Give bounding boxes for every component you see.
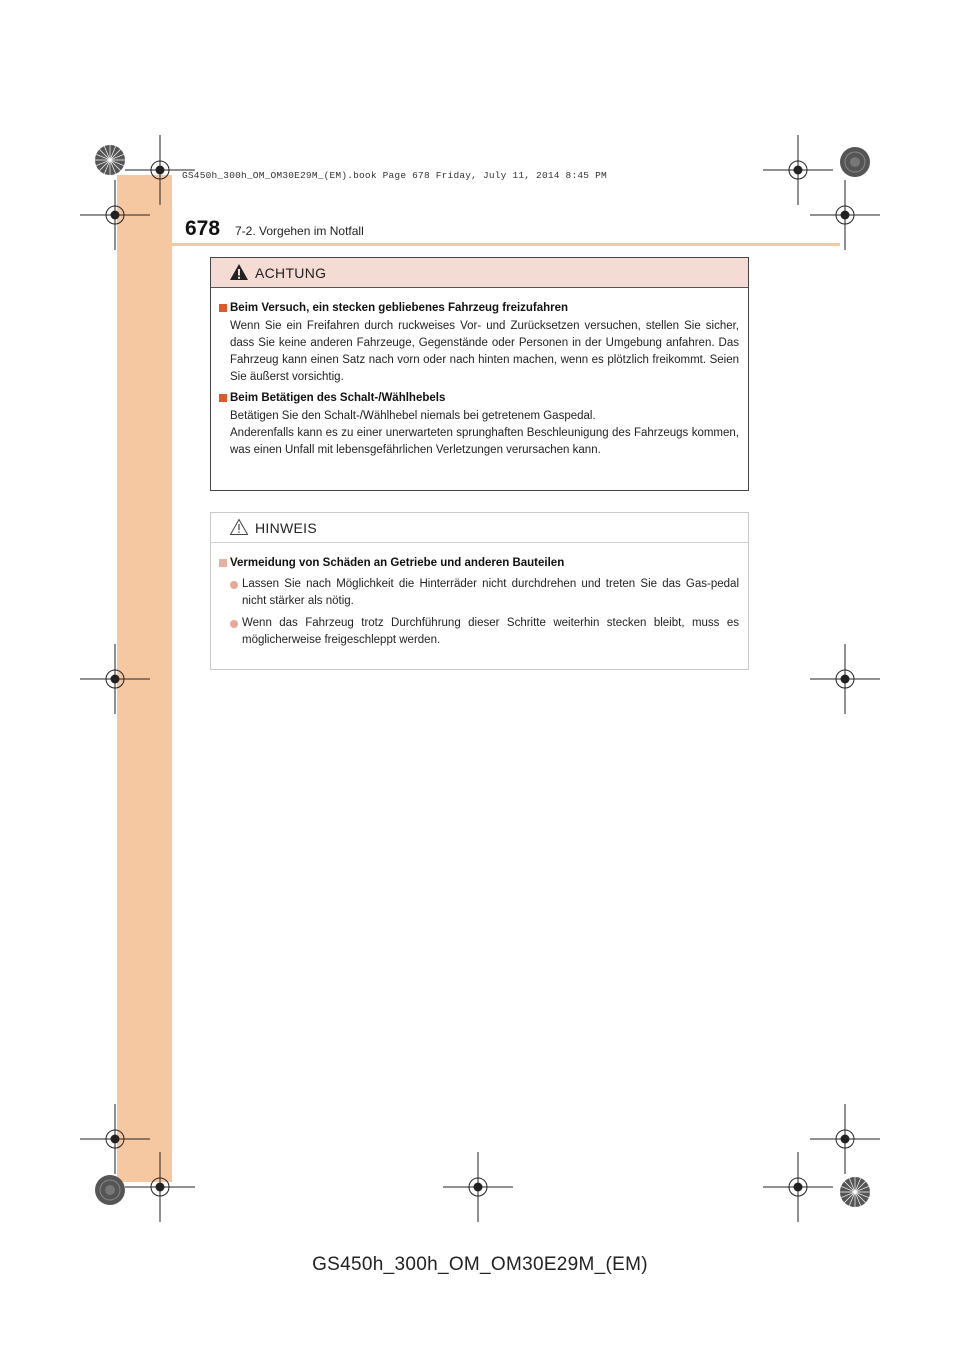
round-bullet-icon — [230, 620, 238, 628]
caution-item-text: Betätigen Sie den Schalt-/Wählhebel niemals bei getretenem Gaspedal. — [230, 410, 596, 422]
page-number: 678 — [185, 217, 221, 240]
caution-item-title: Beim Betätigen des Schalt-/Wählhebels — [219, 390, 739, 406]
notice-box — [210, 512, 749, 670]
notice-label: HINWEIS — [255, 520, 317, 536]
crosshair-mark-icon — [810, 644, 880, 714]
square-bullet-icon — [219, 559, 227, 567]
caution-item-text: Wenn Sie ein Freifahren durch ruckweises Vor- und Zurücksetzen versuchen, stellen Sie sicher, dass Sie keine anderen Fahrzeuge, Gegenstände oder Personen in der Umgebung anfahren. Das Fahrzeug kann einen Satz nach vorn oder nach hinten machen, wenn es plötzlich freikommt. Seien Sie äußerst vorsichtig. — [230, 320, 739, 383]
notice-header — [211, 513, 748, 543]
crosshair-mark-icon — [125, 1152, 195, 1222]
section-title: 7-2. Vorgehen im Notfall — [235, 224, 364, 238]
notice-item-title: Vermeidung von Schäden an Getriebe und anderen Bauteilen — [219, 555, 739, 571]
crosshair-mark-icon — [443, 1152, 513, 1222]
header-rule — [117, 243, 840, 246]
square-bullet-icon — [219, 394, 227, 402]
notice-bullet: Wenn das Fahrzeug trotz Durchführung dieser Schritte weiterhin stecken bleibt, muss es möglicherweise freigeschleppt werden. — [230, 615, 739, 649]
crosshair-mark-icon — [80, 644, 150, 714]
caution-body — [211, 288, 748, 459]
caution-label: ACHTUNG — [255, 265, 327, 281]
registration-wheel-icon — [830, 1167, 880, 1217]
crosshair-mark-icon — [810, 180, 880, 250]
print-job-info: GS450h_300h_OM_OM30E29M_(EM).book Page 678 Friday, July 11, 2014 8:45 PM — [182, 170, 607, 181]
document-code: GS450h_300h_OM_OM30E29M_(EM) — [312, 1254, 648, 1275]
crosshair-mark-icon — [80, 180, 150, 250]
crosshair-mark-icon — [763, 1152, 833, 1222]
warning-triangle-icon — [229, 263, 249, 281]
caution-header — [211, 258, 748, 288]
caution-box — [210, 257, 749, 491]
notice-body — [211, 543, 748, 649]
notice-triangle-icon — [229, 518, 249, 536]
square-bullet-icon — [219, 304, 227, 312]
round-bullet-icon — [230, 581, 238, 589]
caution-item-title: Beim Versuch, ein stecken gebliebenes Fahrzeug freizufahren — [219, 300, 739, 316]
notice-bullet: Lassen Sie nach Möglichkeit die Hinterräder nicht durchdrehen und treten Sie das Gas-pedal nicht stärker als nötig. — [230, 576, 739, 610]
caution-item-text: Anderenfalls kann es zu einer unerwarteten sprunghaften Beschleunigung des Fahrzeugs kommen, was einen Unfall mit lebensgefährlichen Verletzungen verursachen kann. — [230, 427, 739, 456]
